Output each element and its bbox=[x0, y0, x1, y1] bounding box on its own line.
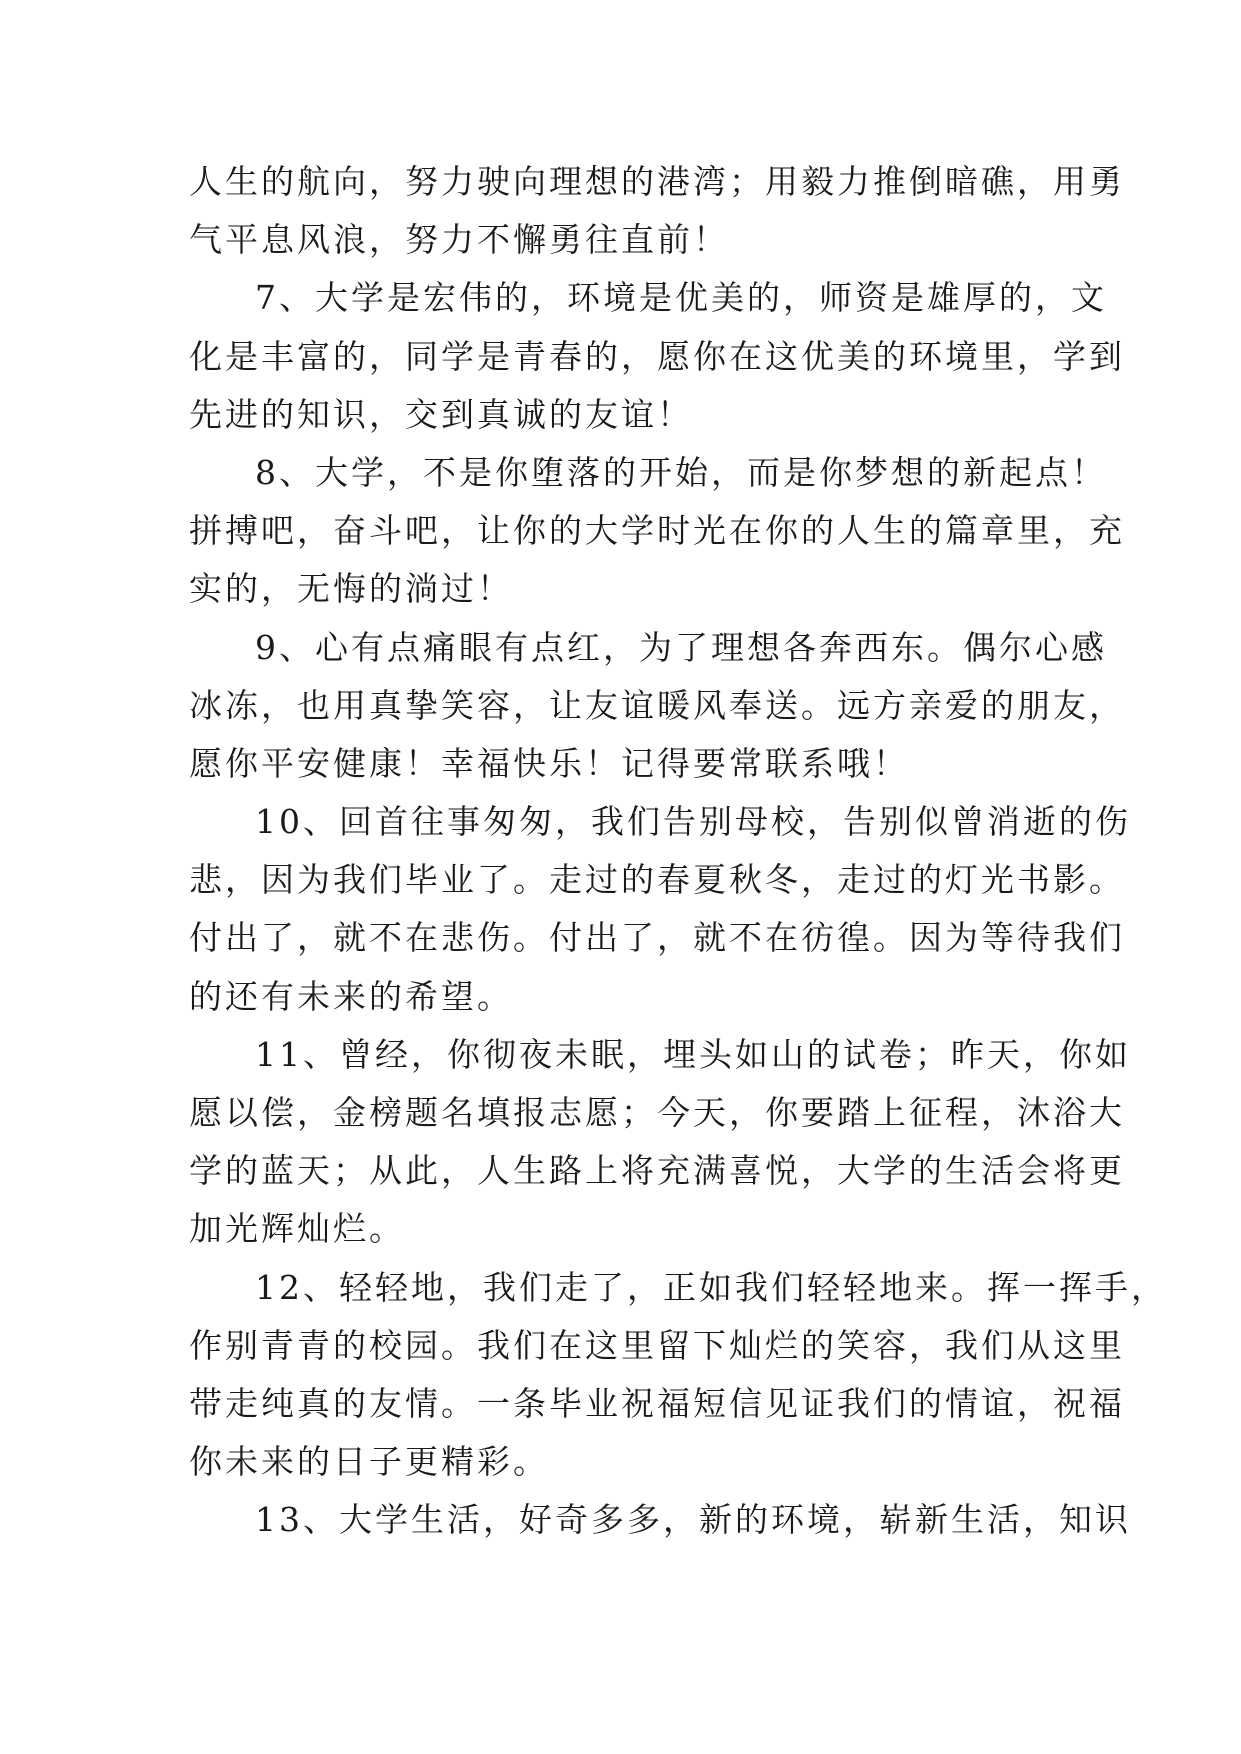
text-line: 愿以偿，金榜题名填报志愿；今天，你要踏上征程，沐浴大 bbox=[189, 1093, 1125, 1132]
paragraph-start-line: 9、心有点痛眼有点红，为了理想各奔西东。偶尔心感 bbox=[255, 627, 1107, 667]
text-line: 拼搏吧，奋斗吧，让你的大学时光在你的人生的篇章里，充 bbox=[189, 511, 1125, 551]
text-line: 气平息风浪，努力不懈勇往直前！ bbox=[189, 220, 729, 260]
text-line: 愿你平安健康！幸福快乐！记得要常联系哦！ bbox=[189, 743, 909, 783]
paragraph-start-line: 13、大学生活，好奇多多，新的环境，崭新生活，知识 bbox=[255, 1500, 1131, 1540]
text-line: 先进的知识，交到真诚的友谊！ bbox=[189, 394, 693, 434]
paragraph-start-line: 7、大学是宏伟的，环境是优美的，师资是雄厚的，文 bbox=[255, 278, 1107, 318]
text-line: 实的，无悔的淌过！ bbox=[189, 569, 513, 609]
paragraph-start-line: 10、回首往事匆匆，我们告别母校，告别似曾消逝的伤 bbox=[255, 802, 1131, 842]
text-line: 的还有未来的希望。 bbox=[189, 976, 513, 1016]
text-line: 悲，因为我们毕业了。走过的春夏秋冬，走过的灯光书影。 bbox=[189, 860, 1125, 900]
body-text bbox=[189, 153, 1167, 1550]
paragraph-start-line: 11、曾经，你彻夜未眠，埋头如山的试卷；昨天，你如 bbox=[255, 1034, 1131, 1074]
text-line: 人生的航向，努力驶向理想的港湾；用毅力推倒暗礁，用勇 bbox=[189, 162, 1125, 201]
text-line: 带走纯真的友情。一条毕业祝福短信见证我们的情谊，祝福 bbox=[189, 1383, 1125, 1423]
paragraph-start-line: 12、轻轻地，我们走了，正如我们轻轻地来。挥一挥手， bbox=[255, 1267, 1167, 1307]
text-line: 冰冻，也用真挚笑容，让友谊暖风奉送。远方亲爱的朋友， bbox=[189, 685, 1125, 725]
text-line: 付出了，就不在悲伤。付出了，就不在彷徨。因为等待我们 bbox=[189, 918, 1125, 958]
text-line: 作别青青的校园。我们在这里留下灿烂的笑容，我们从这里 bbox=[189, 1325, 1125, 1365]
text-line: 你未来的日子更精彩。 bbox=[189, 1442, 549, 1482]
text-line: 加光辉灿烂。 bbox=[189, 1209, 405, 1249]
text-line: 化是丰富的，同学是青春的，愿你在这优美的环境里，学到 bbox=[189, 336, 1125, 376]
paragraph-start-line: 8、大学，不是你堕落的开始，而是你梦想的新起点！ bbox=[255, 452, 1107, 492]
text-line: 学的蓝天；从此，人生路上将充满喜悦，大学的生活会将更 bbox=[189, 1151, 1125, 1191]
